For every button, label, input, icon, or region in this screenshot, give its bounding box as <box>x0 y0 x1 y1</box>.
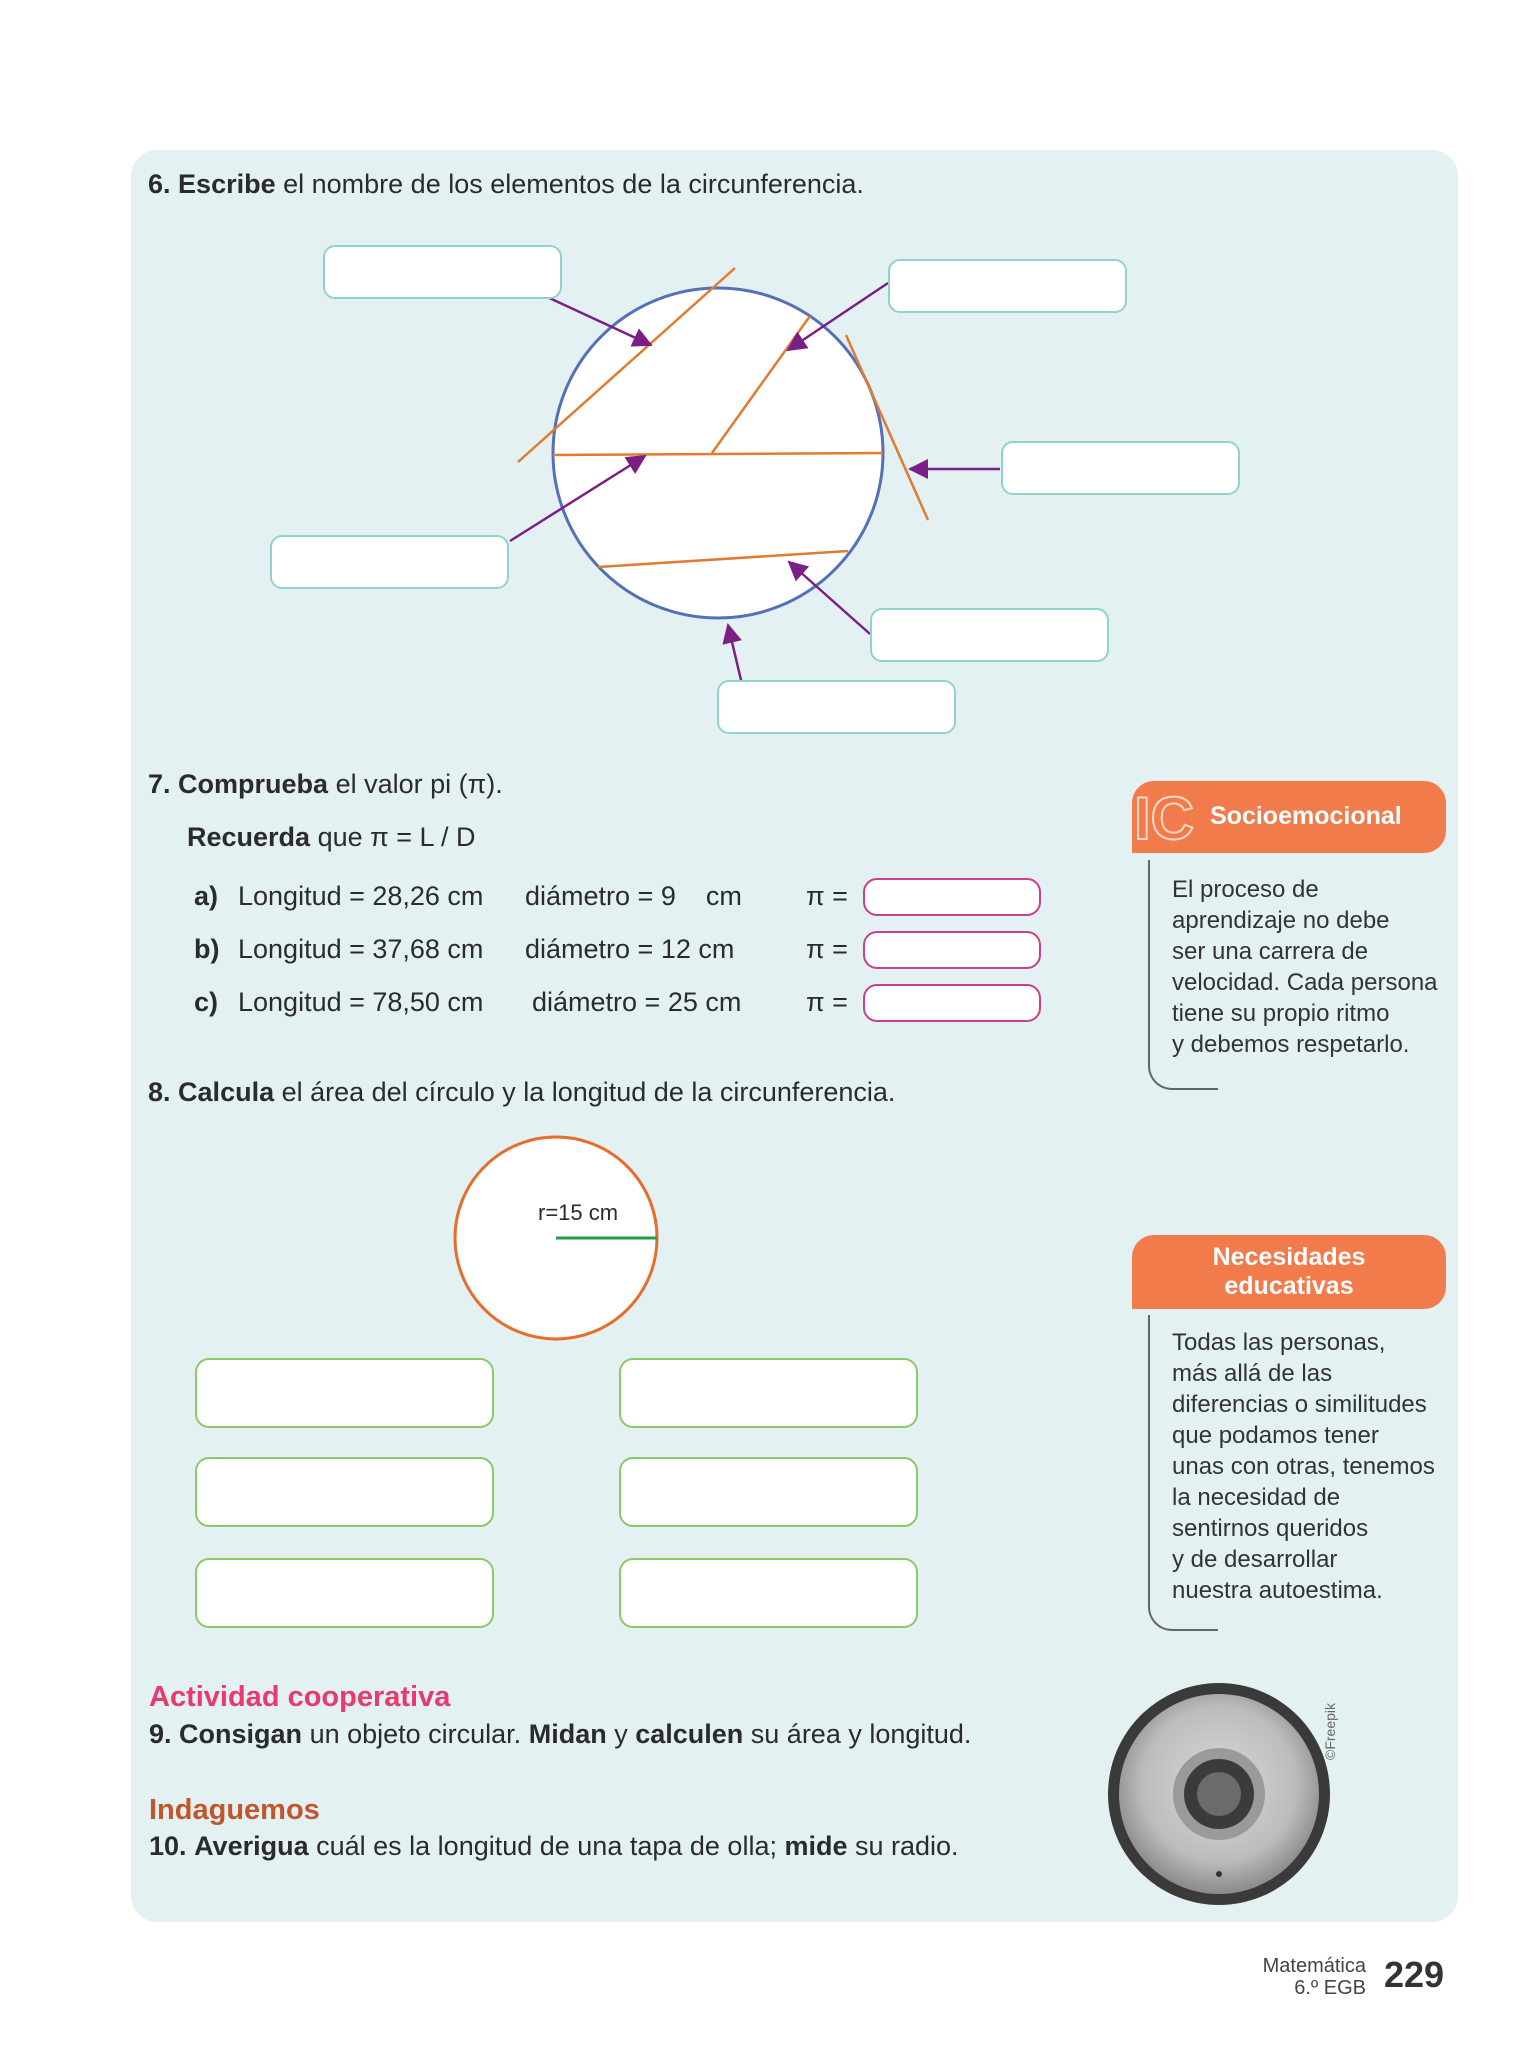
ex9-verb-midan: Midan <box>528 1719 607 1749</box>
ex9-text-2: y <box>606 1719 636 1749</box>
ex7-row-c-pi: π = <box>806 987 848 1017</box>
ex7-row-a-longitud: Longitud = 28,26 cm <box>238 881 484 911</box>
ex7-recall-verb: Recuerda <box>187 822 311 852</box>
ex6-text: el nombre de los elementos de la circunferencia. <box>275 169 864 199</box>
ex7-row-a-diametro: diámetro = 9 cm <box>525 881 742 911</box>
ex10-verb-averigua: Averigua <box>194 1831 309 1861</box>
ex7-row-c-longitud: Longitud = 78,50 cm <box>238 987 484 1017</box>
radius-label: r=15 cm <box>538 1200 619 1225</box>
page-number: 229 <box>1384 1954 1445 1995</box>
indaguemos-label: Indaguemos <box>149 1794 320 1826</box>
lid-knob-center <box>1197 1772 1241 1816</box>
necesidades-title-1: Necesidades <box>1212 1243 1366 1271</box>
ex10-text-2: su radio. <box>847 1831 959 1861</box>
ic-logo-icon <box>1132 787 1202 847</box>
lid-vent <box>1216 1871 1222 1877</box>
ex9-text-1: un objeto circular. <box>302 1719 529 1749</box>
ex9-verb-calculen: calculen <box>635 1719 744 1749</box>
ex7-row-c-letter: c) <box>194 987 219 1017</box>
ex6-number: 6. <box>148 169 171 199</box>
ex9-text-3: su área y longitud. <box>743 1719 972 1749</box>
footer-grade: 6.º EGB <box>1294 1977 1366 1999</box>
ex8-text: el área del círculo y la longitud de la circunferencia. <box>274 1077 896 1107</box>
necesidades-header <box>1132 1235 1446 1309</box>
ex8-number: 8. <box>148 1077 171 1107</box>
ex7-row-b-letter: b) <box>194 934 220 964</box>
socio-text: El proceso de aprendizaje no debe ser una carrera de velocidad. Cada persona tiene su propio ritmo y debemos respetarlo. <box>1172 876 1438 1058</box>
necesidades-title-2: educativas <box>1224 1272 1354 1300</box>
ex6-verb: Escribe <box>178 169 276 199</box>
ex7-verb: Comprueba <box>178 769 329 799</box>
ex10-verb-mide: mide <box>784 1831 848 1861</box>
ex7-text: el valor pi (π). <box>328 769 503 799</box>
svg-text:IC: IC <box>1134 787 1194 847</box>
socio-title: Socioemocional <box>1210 802 1402 830</box>
ex7-row-a-letter: a) <box>194 881 219 911</box>
necesidades-text: Todas las personas, más allá de las diferencias o similitudes que podamos tener unas con otras, tenemos la necesidad de sentirnos queridos y de desarrollar nuestra autoestima. <box>1172 1329 1435 1604</box>
photo-credit: ©Freepik <box>1322 1703 1338 1760</box>
ex7-row-a-pi: π = <box>806 881 848 911</box>
ex8-verb: Calcula <box>178 1077 275 1107</box>
ex7-row-b-diametro: diámetro = 12 cm <box>525 934 735 964</box>
footer-subject-name: Matemática <box>1262 1955 1366 1977</box>
ex9-verb-consigan: Consigan <box>179 1719 303 1749</box>
coop-label: Actividad cooperativa <box>149 1681 451 1713</box>
ex10-text-1: cuál es la longitud de una tapa de olla; <box>308 1831 785 1861</box>
ex7-row-c-diametro: diámetro = 25 cm <box>532 987 742 1017</box>
ex7-number: 7. <box>148 769 171 799</box>
ex7-recall-formula: que π = L / D <box>310 822 476 852</box>
socio-header <box>1132 781 1446 853</box>
ex7-row-b-longitud: Longitud = 37,68 cm <box>238 934 484 964</box>
footer-subject <box>1210 1955 1366 1999</box>
ex10-number: 10. <box>149 1831 187 1861</box>
ex7-row-b-pi: π = <box>806 934 848 964</box>
ex9-number: 9. <box>149 1719 172 1749</box>
